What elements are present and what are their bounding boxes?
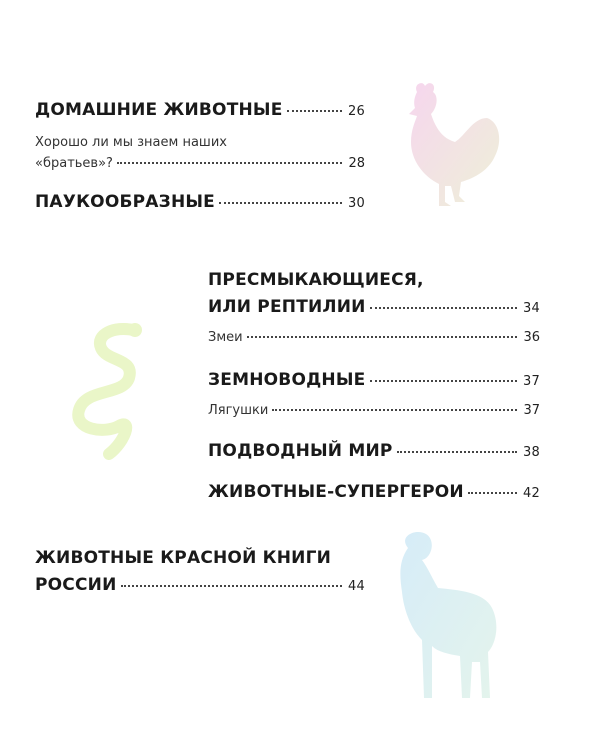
toc-entry-reptiles-line1: ПРЕСМЫКАЮЩИЕСЯ, bbox=[208, 270, 424, 290]
toc-page-number: 34 bbox=[523, 301, 540, 316]
toc-title: Змеи bbox=[208, 330, 243, 345]
toc-title: «братьев»? bbox=[35, 156, 113, 171]
toc-title: ПАУКООБРАЗНЫЕ bbox=[35, 192, 215, 212]
toc-page-number: 28 bbox=[348, 156, 365, 171]
ram-silhouette-icon bbox=[388, 528, 508, 708]
leader-dots bbox=[370, 380, 518, 382]
leader-dots bbox=[219, 202, 342, 204]
toc-entry-amphibians[interactable] bbox=[208, 370, 540, 390]
toc-entry-red-book[interactable] bbox=[35, 575, 365, 595]
toc-entry-red-book-line1: ЖИВОТНЫЕ КРАСНОЙ КНИГИ bbox=[35, 548, 332, 568]
toc-page-number: 38 bbox=[523, 445, 540, 460]
toc-page-number: 42 bbox=[523, 486, 540, 501]
toc-entry-frogs[interactable] bbox=[208, 403, 540, 418]
toc-entry-underwater-world[interactable] bbox=[208, 441, 540, 461]
toc-title: ДОМАШНИЕ ЖИВОТНЫЕ bbox=[35, 100, 283, 120]
leader-dots bbox=[247, 336, 518, 338]
toc-entry-brothers[interactable] bbox=[35, 156, 365, 171]
toc-entry-arachnids[interactable] bbox=[35, 192, 365, 212]
toc-entry-superhero-animals[interactable] bbox=[208, 482, 540, 502]
toc-page-number: 36 bbox=[523, 330, 540, 345]
leader-dots bbox=[397, 451, 517, 453]
toc-entry-brothers-line1: Хорошо ли мы знаем наших bbox=[35, 135, 227, 150]
leader-dots bbox=[121, 585, 343, 587]
toc-page-number: 44 bbox=[348, 579, 365, 594]
toc-title: ПОДВОДНЫЙ МИР bbox=[208, 441, 393, 461]
leader-dots bbox=[287, 110, 342, 112]
leader-dots bbox=[370, 307, 517, 309]
toc-title: ЖИВОТНЫЕ-СУПЕРГЕРОИ bbox=[208, 482, 464, 502]
toc-entry-domestic-animals[interactable] bbox=[35, 100, 365, 120]
toc-title: ЗЕМНОВОДНЫЕ bbox=[208, 370, 366, 390]
snake-silhouette-icon bbox=[55, 318, 155, 468]
toc-page-number: 30 bbox=[348, 196, 365, 211]
toc-entry-snakes[interactable] bbox=[208, 330, 540, 345]
toc-title: ИЛИ РЕПТИЛИИ bbox=[208, 297, 366, 317]
hen-silhouette-icon bbox=[395, 78, 505, 218]
toc-page-number: 37 bbox=[523, 403, 540, 418]
leader-dots bbox=[272, 409, 517, 411]
toc-title: РОССИИ bbox=[35, 575, 117, 595]
toc-page-number: 26 bbox=[348, 104, 365, 119]
toc-title: Лягушки bbox=[208, 403, 269, 418]
toc-entry-reptiles[interactable] bbox=[208, 297, 540, 317]
leader-dots bbox=[117, 162, 343, 164]
leader-dots bbox=[468, 492, 517, 494]
toc-page-number: 37 bbox=[523, 374, 540, 389]
